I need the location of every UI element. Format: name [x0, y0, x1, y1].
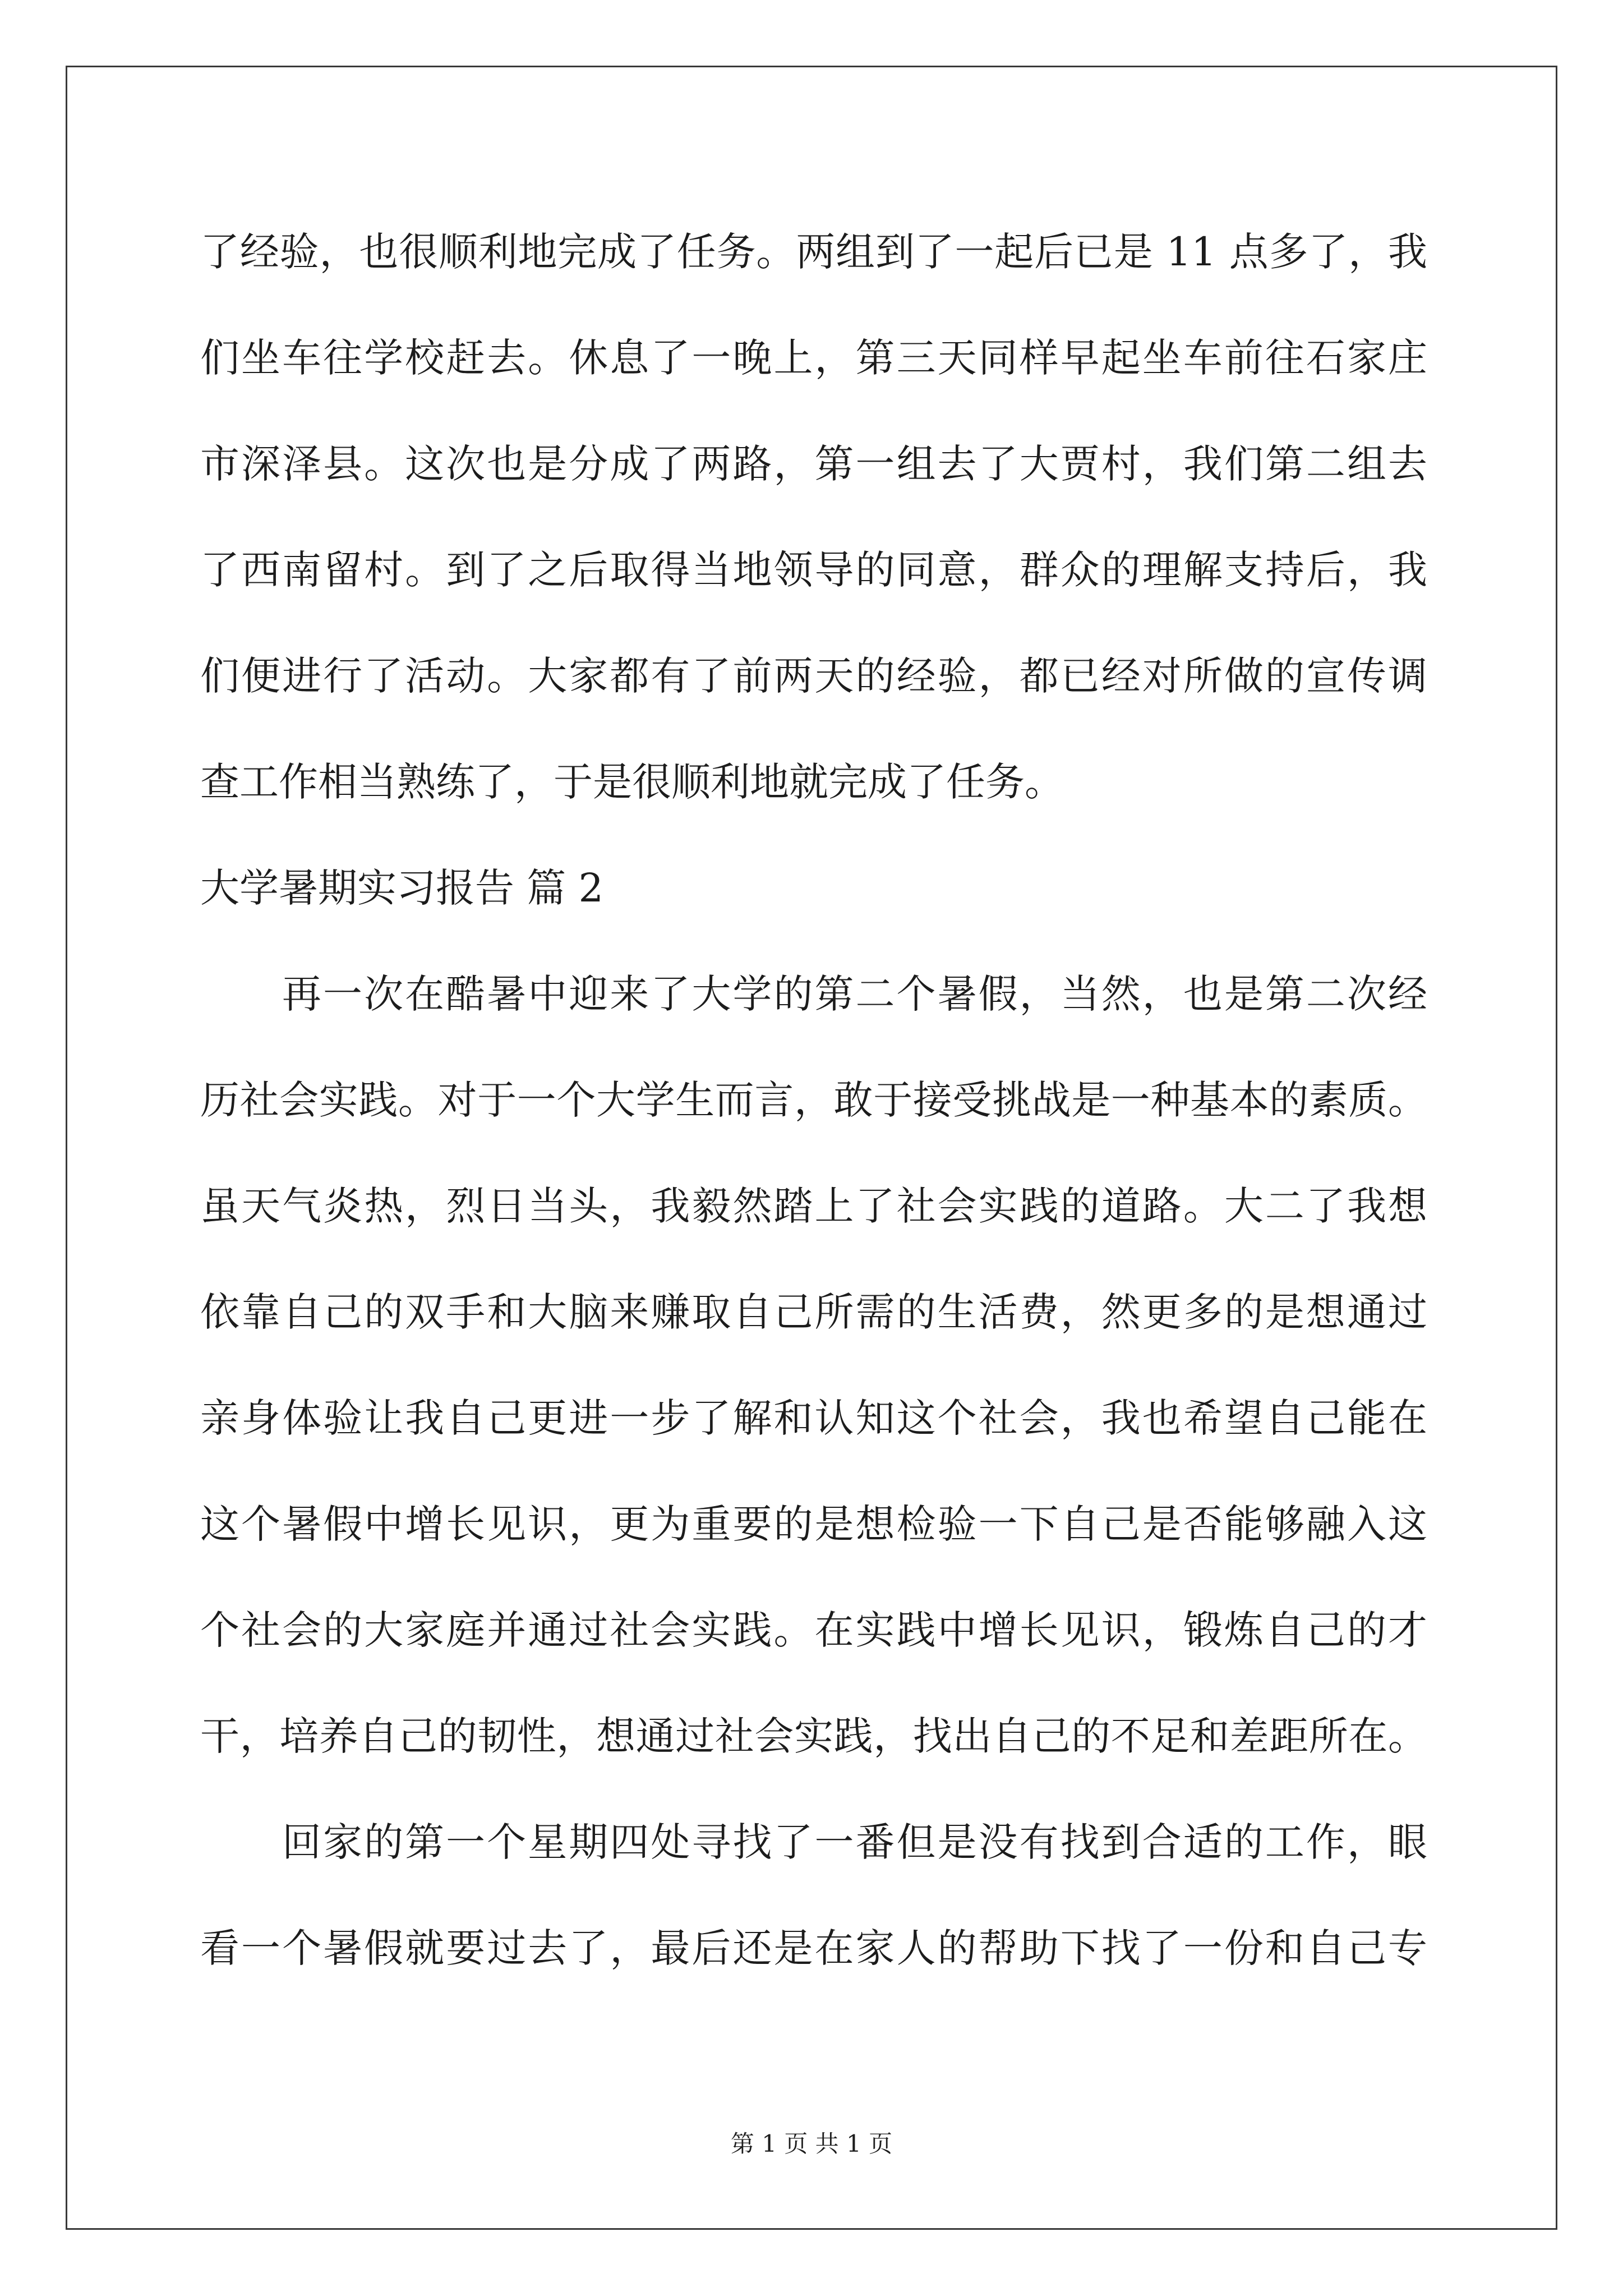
text-line: 再一次在酷暑中迎来了大学的第二个暑假，当然，也是第二次经 [282, 971, 1427, 1017]
text-line: 了西南留村。到了之后取得当地领导的同意，群众的理解支持后，我 [200, 547, 1427, 593]
text-line: 了经验，也很顺利地完成了任务。两组到了一起后已是 11 点多了，我 [200, 229, 1427, 275]
page-number-footer: 第 1 页 共 1 页 [730, 2130, 893, 2157]
text-line: 看一个暑假就要过去了，最后还是在家人的帮助下找了一份和自己专 [200, 1925, 1427, 1971]
text-line: 们便进行了活动。大家都有了前两天的经验，都已经对所做的宣传调 [200, 653, 1427, 699]
text-line: 回家的第一个星期四处寻找了一番但是没有找到合适的工作，眼 [282, 1819, 1427, 1865]
text-line: 们坐车往学校赶去。休息了一晚上，第三天同样早起坐车前往石家庄 [200, 335, 1427, 381]
text-line: 虽天气炎热，烈日当头，我毅然踏上了社会实践的道路。大二了我想 [200, 1183, 1427, 1229]
text-line: 依靠自己的双手和大脑来赚取自己所需的生活费，然更多的是想通过 [200, 1289, 1427, 1335]
text-line: 干，培养自己的韧性，想通过社会实践，找出自己的不足和差距所在。 [200, 1713, 1427, 1759]
section-heading: 大学暑期实习报告 篇 2 [200, 865, 604, 911]
text-line: 查工作相当熟练了，于是很顺利地就完成了任务。 [200, 759, 1064, 805]
text-line: 亲身体验让我自己更进一步了解和认知这个社会，我也希望自己能在 [200, 1395, 1427, 1441]
text-line: 历社会实践。对于一个大学生而言，敢于接受挑战是一种基本的素质。 [200, 1077, 1427, 1123]
text-line: 市深泽县。这次也是分成了两路，第一组去了大贾村，我们第二组去 [200, 441, 1427, 487]
text-line: 这个暑假中增长见识，更为重要的是想检验一下自己是否能够融入这 [200, 1501, 1427, 1547]
document-body [200, 199, 1427, 2001]
text-line: 个社会的大家庭并通过社会实践。在实践中增长见识，锻炼自己的才 [200, 1607, 1427, 1653]
